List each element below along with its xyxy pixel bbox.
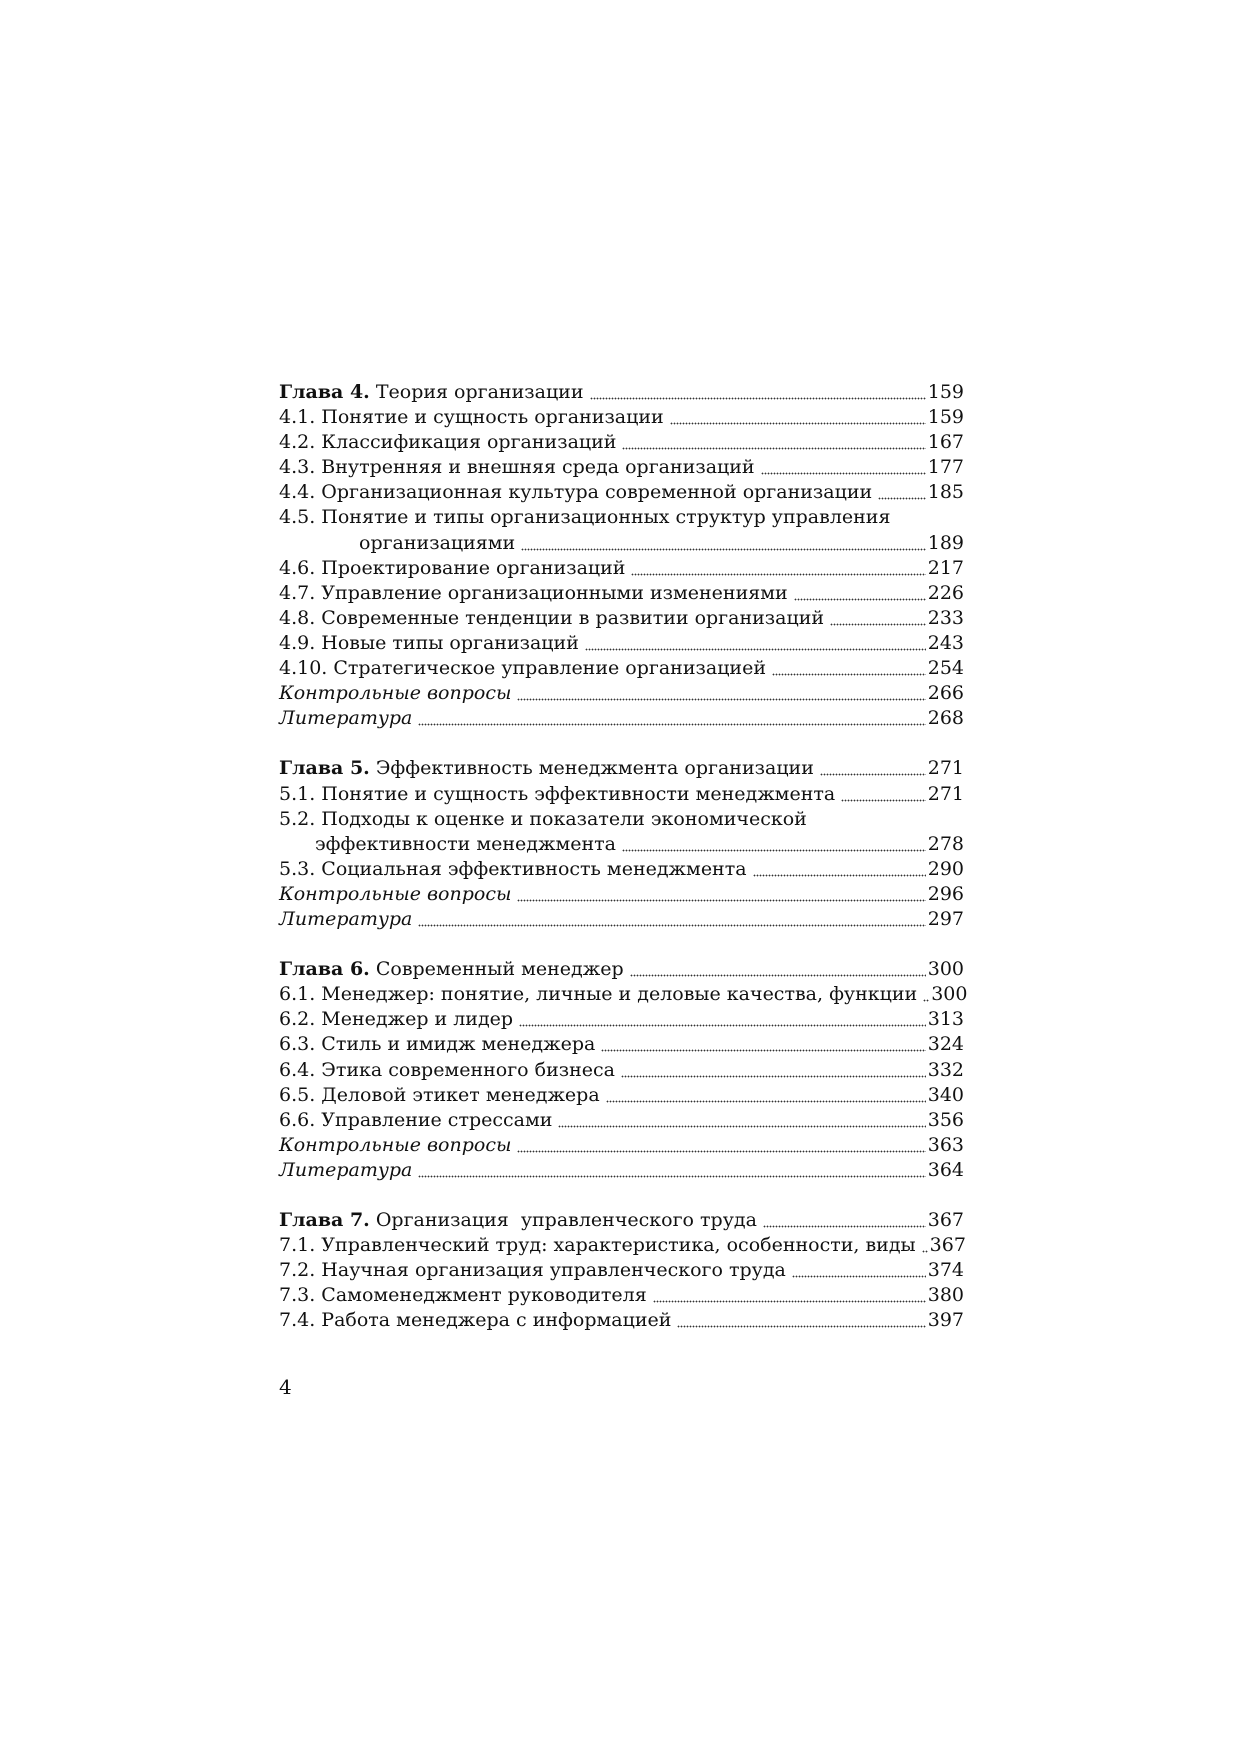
entry-title-cont: организациями <box>359 531 516 554</box>
entry-title: Литература <box>279 707 413 730</box>
dot-leader <box>519 1007 926 1032</box>
entry-title: 6.1. Менеджер: понятие, личные и деловые качества, функции <box>279 983 918 1006</box>
toc-entry[interactable] <box>279 1058 964 1083</box>
chapter-title: Современный менеджер <box>369 958 624 981</box>
chapter-5-block <box>279 756 964 932</box>
toc-entry[interactable] <box>279 1083 964 1108</box>
dot-leader <box>761 455 926 480</box>
chapter-label: Глава 5. <box>279 757 370 780</box>
dot-leader <box>622 832 926 857</box>
toc-entry[interactable] <box>279 1233 964 1258</box>
page-ref: 340 <box>927 1083 964 1106</box>
dot-leader <box>630 957 926 982</box>
toc-entry[interactable] <box>279 405 964 430</box>
toc-entry-line2[interactable] <box>279 531 964 556</box>
chapter-title: Организация управленческого труда <box>369 1209 757 1232</box>
entry-title: 6.2. Менеджер и лидер <box>279 1008 514 1031</box>
entry-title: 6.5. Деловой этикет менеджера <box>279 1083 600 1106</box>
toc-entry[interactable] <box>279 606 964 631</box>
dot-leader <box>878 480 926 505</box>
toc-entry[interactable] <box>279 1032 964 1057</box>
toc-entry-line2[interactable] <box>279 832 964 857</box>
entry-title: 4.8. Современные тенденции в развитии организаций <box>279 606 825 629</box>
page-ref: 185 <box>927 481 964 504</box>
dot-leader <box>521 531 926 556</box>
page-ref: 297 <box>927 907 964 930</box>
dot-leader <box>792 1258 926 1283</box>
entry-title: 4.9. Новые типы организаций <box>279 631 579 654</box>
page-ref: 397 <box>927 1309 964 1332</box>
entry-title: 6.3. Стиль и имидж менеджера <box>279 1033 596 1056</box>
dot-leader <box>670 405 926 430</box>
page-ref: 159 <box>927 406 964 429</box>
toc-entry-line1[interactable] <box>279 807 964 832</box>
page-ref: 364 <box>927 1158 964 1181</box>
chapter-label: Глава 7. <box>279 1209 370 1232</box>
dot-leader <box>418 706 925 731</box>
dot-leader <box>558 1108 925 1133</box>
entry-title-cont: эффективности менеджмента <box>315 832 616 855</box>
toc-entry[interactable] <box>279 1283 964 1308</box>
dot-leader <box>820 756 926 781</box>
entry-title: 4.4. Организационная культура современной организации <box>279 481 873 504</box>
page-ref: 159 <box>927 381 964 403</box>
dot-leader <box>841 782 926 807</box>
dot-leader <box>794 581 926 606</box>
toc-entry-questions[interactable] <box>279 681 964 706</box>
page-ref: 268 <box>927 707 964 730</box>
page-ref: 226 <box>927 581 964 604</box>
entry-title: Контрольные вопросы <box>279 682 512 705</box>
toc-entry[interactable] <box>279 656 964 681</box>
dot-leader <box>622 430 925 455</box>
dot-leader <box>606 1083 926 1108</box>
page-number: 4 <box>279 1375 292 1399</box>
page-ref: 300 <box>927 958 964 981</box>
chapter-4-block <box>279 380 964 731</box>
page-ref: 233 <box>927 606 964 629</box>
dot-leader <box>621 1058 926 1083</box>
entry-title: 5.2. Подходы к оценке и показатели экономической <box>279 807 807 830</box>
page-ref: 380 <box>927 1284 964 1307</box>
chapter-title: Теория организации <box>369 381 584 403</box>
page-ref: 177 <box>927 456 964 479</box>
page-ref: 254 <box>927 657 964 680</box>
toc-entry[interactable] <box>279 430 964 455</box>
toc-entry-line1[interactable] <box>279 505 964 530</box>
dot-leader <box>753 857 926 882</box>
page-ref: 374 <box>927 1259 964 1282</box>
toc-entry-questions[interactable] <box>279 1133 964 1158</box>
dot-leader <box>601 1032 925 1057</box>
dot-leader <box>631 556 925 581</box>
toc-entry[interactable] <box>279 581 964 606</box>
chapter-7-block <box>279 1208 964 1333</box>
page-ref: 300 <box>931 983 968 1006</box>
dot-leader <box>922 1233 928 1258</box>
toc-entry[interactable] <box>279 857 964 882</box>
chapter-heading[interactable] <box>279 1208 964 1233</box>
dot-leader <box>517 681 925 706</box>
page-ref: 290 <box>927 857 964 880</box>
entry-title: 6.4. Этика современного бизнеса <box>279 1058 615 1081</box>
chapter-label: Глава 6. <box>279 958 370 981</box>
table-of-contents <box>279 380 968 1334</box>
entry-title: 5.3. Социальная эффективность менеджмента <box>279 857 747 880</box>
page-ref: 271 <box>927 782 964 805</box>
toc-entry-questions[interactable] <box>279 882 964 907</box>
entry-title: 7.3. Самоменеджмент руководителя <box>279 1284 647 1307</box>
entry-title: Контрольные вопросы <box>279 1133 512 1156</box>
toc-entry-literature[interactable] <box>279 1158 964 1183</box>
toc-entry[interactable] <box>279 982 968 1007</box>
toc-entry[interactable] <box>279 1308 964 1333</box>
toc-entry-literature[interactable] <box>279 907 964 932</box>
page-ref: 217 <box>927 556 964 579</box>
page-ref: 367 <box>927 1209 964 1232</box>
entry-title: 4.10. Стратегическое управление организацией <box>279 657 766 680</box>
toc-entry[interactable] <box>279 1258 964 1283</box>
dot-leader <box>772 656 926 681</box>
page-ref: 313 <box>927 1008 964 1031</box>
entry-title: Литература <box>279 907 413 930</box>
page-ref: 356 <box>927 1108 964 1131</box>
page-ref: 271 <box>927 757 964 780</box>
page-ref: 332 <box>927 1058 964 1081</box>
entry-title: 7.1. Управленческий труд: характеристика, особенности, виды <box>279 1234 916 1257</box>
dot-leader <box>517 1133 925 1158</box>
toc-entry[interactable] <box>279 631 964 656</box>
toc-entry[interactable] <box>279 556 964 581</box>
entry-title: 7.2. Научная организация управленческого труда <box>279 1259 786 1282</box>
page-ref: 189 <box>927 531 964 554</box>
chapter-heading[interactable] <box>279 957 964 982</box>
toc-entry-literature[interactable] <box>279 706 964 731</box>
page-ref: 243 <box>927 631 964 654</box>
toc-entry[interactable] <box>279 1007 964 1032</box>
dot-leader <box>418 907 925 932</box>
page-ref: 324 <box>927 1033 964 1056</box>
entry-title: 4.2. Классификация организаций <box>279 431 617 454</box>
toc-entry[interactable] <box>279 480 964 505</box>
dot-leader <box>763 1208 926 1233</box>
chapter-label: Глава 4. <box>279 381 370 403</box>
page-ref: 296 <box>927 882 964 905</box>
chapter-title: Эффективность менеджмента организации <box>369 757 814 780</box>
page-ref: 367 <box>929 1234 966 1257</box>
toc-entry[interactable] <box>279 782 964 807</box>
dot-leader <box>653 1283 926 1308</box>
toc-entry[interactable] <box>279 455 964 480</box>
entry-title: 5.1. Понятие и сущность эффективности менеджмента <box>279 782 836 805</box>
entry-title: 7.4. Работа менеджера с информацией <box>279 1309 672 1332</box>
toc-entry[interactable] <box>279 1108 964 1133</box>
page-ref: 266 <box>927 682 964 705</box>
dot-leader <box>590 380 926 405</box>
entry-title: 4.3. Внутренняя и внешняя среда организаций <box>279 456 755 479</box>
dot-leader <box>677 1308 925 1333</box>
dot-leader <box>585 631 926 656</box>
entry-title: 4.1. Понятие и сущность организации <box>279 406 664 429</box>
dot-leader <box>517 882 925 907</box>
chapter-heading[interactable] <box>279 380 964 405</box>
entry-title: 6.6. Управление стрессами <box>279 1108 553 1131</box>
entry-title: 4.6. Проектирование организаций <box>279 556 626 579</box>
page-ref: 167 <box>927 431 964 454</box>
page-ref: 278 <box>927 832 964 855</box>
dot-leader <box>418 1158 925 1183</box>
entry-title: 4.7. Управление организационными изменениями <box>279 581 788 604</box>
chapter-6-block <box>279 957 968 1183</box>
dot-leader <box>830 606 926 631</box>
dot-leader <box>923 982 929 1007</box>
entry-title: 4.5. Понятие и типы организационных структур управления <box>279 506 891 529</box>
chapter-heading[interactable] <box>279 756 964 781</box>
entry-title: Литература <box>279 1158 413 1181</box>
page-ref: 363 <box>927 1133 964 1156</box>
entry-title: Контрольные вопросы <box>279 882 512 905</box>
